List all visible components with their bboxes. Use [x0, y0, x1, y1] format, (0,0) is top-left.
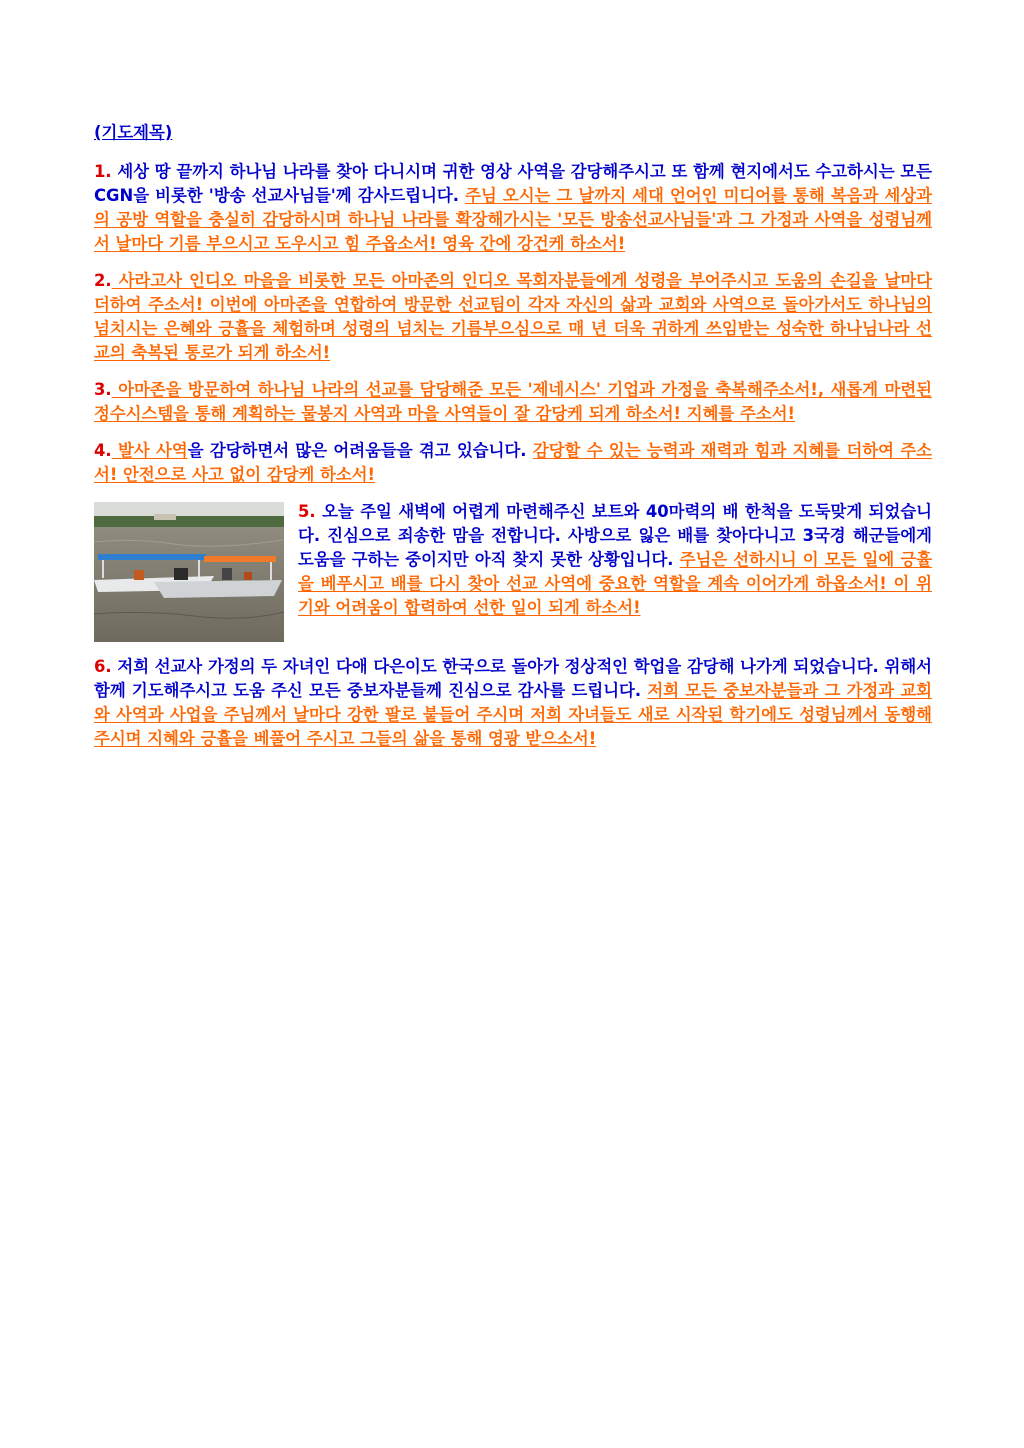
item-text-orange: 주님은 선하시니 이 모든 일에 긍휼을 베푸시고 배를 다시 찾아 선교 사역에 중요한 역할을 계속 이어가게 하옵소서! 이 위기와 어려움이 합력하여 선한 일이 되게 하소서! — [298, 550, 933, 617]
prayer-item-2 — [94, 269, 932, 365]
prayer-item-5 — [94, 500, 932, 642]
item-text-orange: 주님 오시는 그 날까지 세대 언어인 미디어를 통해 복음과 세상과의 공방 역할을 충실히 감당하시며 하나님 나라를 확장해가시는 '모든 방송선교사님들'과 그 가정과 사역을 성령님께서 날마다 기름 부으시고 도우시고 힘 주옵소서! 영육 간에 강건케 하소서! — [94, 186, 932, 253]
item-text-blue: 저희 선교사 가정의 두 자녀인 다애 다은이도 한국으로 돌아가 정상적인 학업을 감당해 나가게 되었습니다. 위해서 함께 기도해주시고 도움 주신 모든 중보자분들께 진심으로 감사를 드립니다. — [94, 657, 932, 700]
item-text-orange: 발사 사역 — [111, 441, 188, 460]
item-text-orange: 사라고사 인디오 마을을 비롯한 모든 아마존의 인디오 목회자분들에게 성령을 부어주시고 도움의 손길을 날마다 더하여 주소서! 이번에 아마존을 연합하여 방문한 선교팀이 각자 자신의 삶과 교회와 사역으로 돌아가서도 하나님의 넘치시는 은혜와 긍휼을 체험하며 성령의 넘치는 기름부으심으로 매 년 더욱 귀하게 쓰임받는 성숙한 하나님나라 선교의 축복된 통로가 되게 하소서! — [94, 271, 932, 362]
prayer-document — [94, 121, 932, 764]
item-text-orange: 감당할 수 있는 능력과 재력과 힘과 지혜를 더하여 주소서! 안전으로 사고 없이 감당케 하소서! — [94, 441, 933, 484]
document-heading: (기도제목) — [94, 123, 173, 142]
prayer-item-4 — [94, 439, 932, 487]
item-number: 6. — [94, 657, 112, 676]
prayer-item-6 — [94, 655, 932, 751]
item-text-blue: 오늘 주일 새벽에 어렵게 마련해주신 보트와 40마력의 배 한척을 도둑맞게 되었습니다. 진심으로 죄송한 맘을 전합니다. 사방으로 잃은 배를 찾아다니고 3국경 해군들에게 도움을 구하는 중이지만 아직 찾지 못한 상황입니다. — [298, 502, 932, 569]
item-number: 1. — [94, 162, 112, 181]
prayer-item-1 — [94, 160, 932, 256]
item-number: 3. — [94, 380, 112, 399]
item-text-orange: 아마존을 방문하여 하나님 나라의 선교를 담당해준 모든 '제네시스' 기업과 가정을 축복해주소서!, 새롭게 마련된 정수시스템을 통해 계획하는 물봉지 사역과 마을 사역들이 잘 감당케 되게 하소서! 지혜를 주소서! — [94, 380, 932, 423]
river-boats-photo — [94, 502, 284, 642]
river-boats-photo-svg — [94, 502, 284, 642]
item-text-orange: 저희 모든 중보자분들과 그 가정과 교회와 사역과 사업을 주님께서 날마다 강한 팔로 붙들어 주시며 저희 자녀들도 새로 시작된 학기에도 성령님께서 동행해 주시며 지혜와 긍휼을 베풀어 주시고 그들의 삶을 통해 영광 받으소서! — [94, 681, 932, 748]
item-number: 5. — [298, 502, 316, 521]
item-number: 4. — [94, 441, 112, 460]
item-number: 2. — [94, 271, 112, 290]
item-text-blue: 세상 땅 끝까지 하나님 나라를 찾아 다니시며 귀한 영상 사역을 감당해주시고 또 함께 현지에서도 수고하시는 모든 CGN을 비롯한 '방송 선교사님들'께 감사드립니다. — [94, 162, 932, 205]
prayer-item-3 — [94, 378, 932, 426]
item-text-blue: 을 감당하면서 많은 어려움들을 겪고 있습니다. — [187, 441, 533, 460]
